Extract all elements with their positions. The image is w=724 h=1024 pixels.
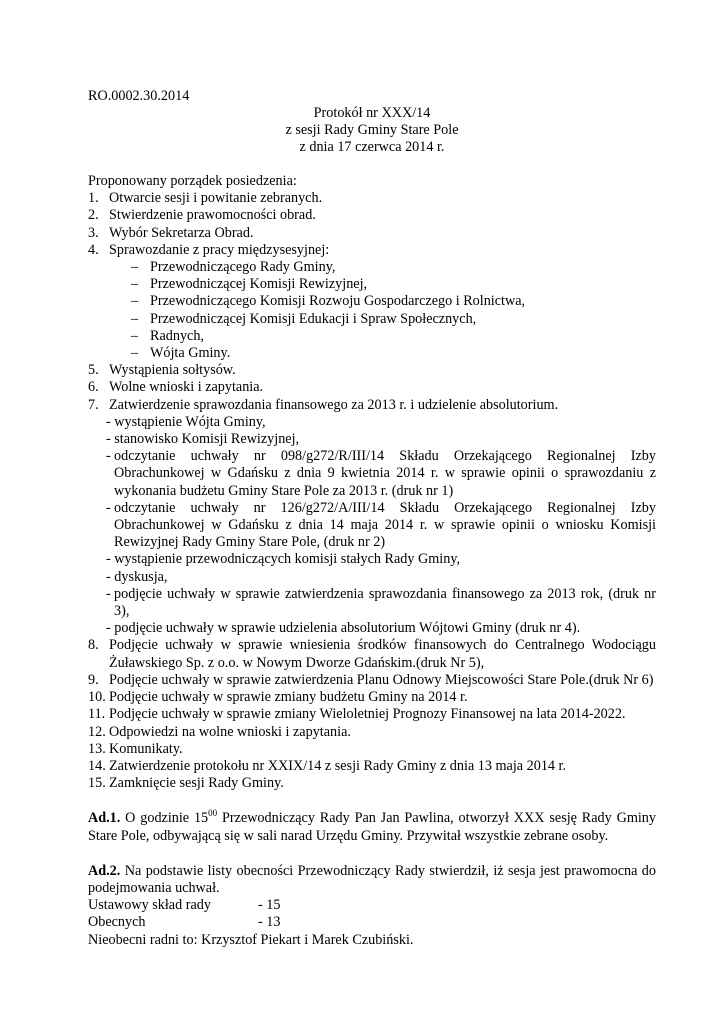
protocol-header bbox=[88, 105, 656, 156]
agenda-item: 8. Podjęcie uchwały w sprawie wniesienia środków finansowych do Centralnego Wodociągu Żuławskiego Sp. z o.o. w Nowym Dworze Gdańskim.(druk Nr 5), bbox=[88, 637, 656, 671]
sub-item: – Przewodniczącego Rady Gminy, bbox=[131, 259, 336, 276]
sub-item: – Radnych, bbox=[131, 327, 204, 344]
ad1-label: Ad.1. bbox=[88, 810, 121, 827]
protocol-subtitle: z sesji Rady Gminy Stare Pole bbox=[285, 122, 459, 138]
agenda-item: 14. Zatwierdzenie protokołu nr XXIX/14 z sesji Rady Gminy z dnia 13 maja 2014 r. bbox=[88, 757, 567, 774]
document-reference: RO.0002.30.2014 bbox=[88, 88, 190, 104]
agenda-item: 3. Wybór Sekretarza Obrad. bbox=[88, 224, 254, 241]
sub-item: - podjęcie uchwały w sprawie zatwierdzenia sprawozdania finansowego za 2013 rok, (druk nr 3), bbox=[106, 585, 656, 620]
ad2-label: Ad.2. bbox=[88, 862, 121, 879]
agenda-title: Proponowany porządek posiedzenia: bbox=[88, 173, 297, 189]
agenda-item: 5. Wystąpienia sołtysów. bbox=[88, 362, 236, 379]
protocol-date: z dnia 17 czerwca 2014 r. bbox=[299, 139, 445, 155]
council-composition-row: Ustawowy skład rady - 15 bbox=[88, 897, 281, 914]
sub-item: - stanowisko Komisji Rewizyjnej, bbox=[106, 431, 300, 448]
sub-item: – Przewodniczącej Komisji Rewizyjnej, bbox=[131, 276, 368, 293]
sub-item: - odczytanie uchwały nr 098/g272/R/III/14 Składu Orzekającego Regionalnej Izby Obrachunkowej w Gdańsku z dnia 9 kwietnia 2014 r. w sprawie opinii o sprawozdaniu z wykonania budżetu Gminy Stare Pole za 2013 r. (druk nr 1) bbox=[106, 448, 656, 499]
agenda-item: 1. Otwarcie sesji i powitanie zebranych. bbox=[88, 190, 323, 207]
sub-item: – Przewodniczącego Komisji Rozwoju Gospodarczego i Rolnictwa, bbox=[131, 293, 526, 310]
agenda-item: 10. Podjęcie uchwały w sprawie zmiany budżetu Gminy na 2014 r. bbox=[88, 689, 468, 706]
agenda-item: 4. Sprawozdanie z pracy międzysesyjnej: bbox=[88, 241, 330, 258]
agenda-item: 12. Odpowiedzi na wolne wnioski i zapytania. bbox=[88, 723, 351, 740]
agenda-item: 7. Zatwierdzenie sprawozdania finansowego za 2013 r. i udzielenie absolutorium. bbox=[88, 396, 559, 413]
agenda-item: 9. Podjęcie uchwały w sprawie zatwierdzenia Planu Odnowy Miejscowości Stare Pole.(druk Nr 6) bbox=[88, 671, 654, 688]
sub-item: – Przewodniczącej Komisji Edukacji i Spraw Społecznych, bbox=[131, 310, 477, 327]
ad1-paragraph: Ad.1. O godzinie $15^{00}$ Przewodniczący Rady Pan Jan Pawlina, otworzył XXX sesję Rady Gminy Stare Pole, odbywającą się w sali narad Urzędu Gminy. Przywitał wszystkie zebrane osoby. bbox=[88, 808, 656, 844]
agenda-item: 6. Wolne wnioski i zapytania. bbox=[88, 379, 264, 396]
protocol-page bbox=[88, 88, 656, 949]
agenda-item: 13. Komunikaty. bbox=[88, 740, 183, 757]
agenda-item: 2. Stwierdzenie prawomocności obrad. bbox=[88, 207, 316, 224]
agenda-item: 11. Podjęcie uchwały w sprawie zmiany Wieloletniej Prognozy Finansowej na lata 2014-2022. bbox=[88, 706, 626, 723]
ad2-paragraph: Ad.2. Na podstawie listy obecności Przewodniczący Rady stwierdził, iż sesja jest prawomocna do podejmowania uchwał. bbox=[88, 862, 656, 896]
sub-item: – Wójta Gminy. bbox=[131, 345, 231, 362]
protocol-title: Protokół nr XXX/14 bbox=[313, 105, 431, 121]
sub-item: - wystąpienie przewodniczących komisji stałych Rady Gminy, bbox=[106, 551, 461, 568]
time-minutes: 00 bbox=[208, 808, 218, 819]
sub-item: - odczytanie uchwały nr 126/g272/A/III/14 Składu Orzekającego Regionalnej Izby Obrachunkowej w Gdańsku z dnia 14 maja 2014 r. w sprawie opinii o wniosku Komisji Rewizyjnej Rady Gminy Stare Pole, (druk nr 2) bbox=[106, 499, 656, 551]
sub-item: - dyskusja, bbox=[106, 568, 168, 585]
absent-councillors: Nieobecni radni to: Krzysztof Piekart i Marek Czubiński. bbox=[88, 931, 414, 948]
sub-item: - wystąpienie Wójta Gminy, bbox=[106, 413, 266, 430]
agenda-item: 15. Zamknięcie sesji Rady Gminy. bbox=[88, 775, 284, 792]
present-count-row: Obecnych - 13 bbox=[88, 914, 281, 931]
sub-item: - podjęcie uchwały w sprawie udzielenia absolutorium Wójtowi Gminy (druk nr 4). bbox=[106, 620, 581, 637]
